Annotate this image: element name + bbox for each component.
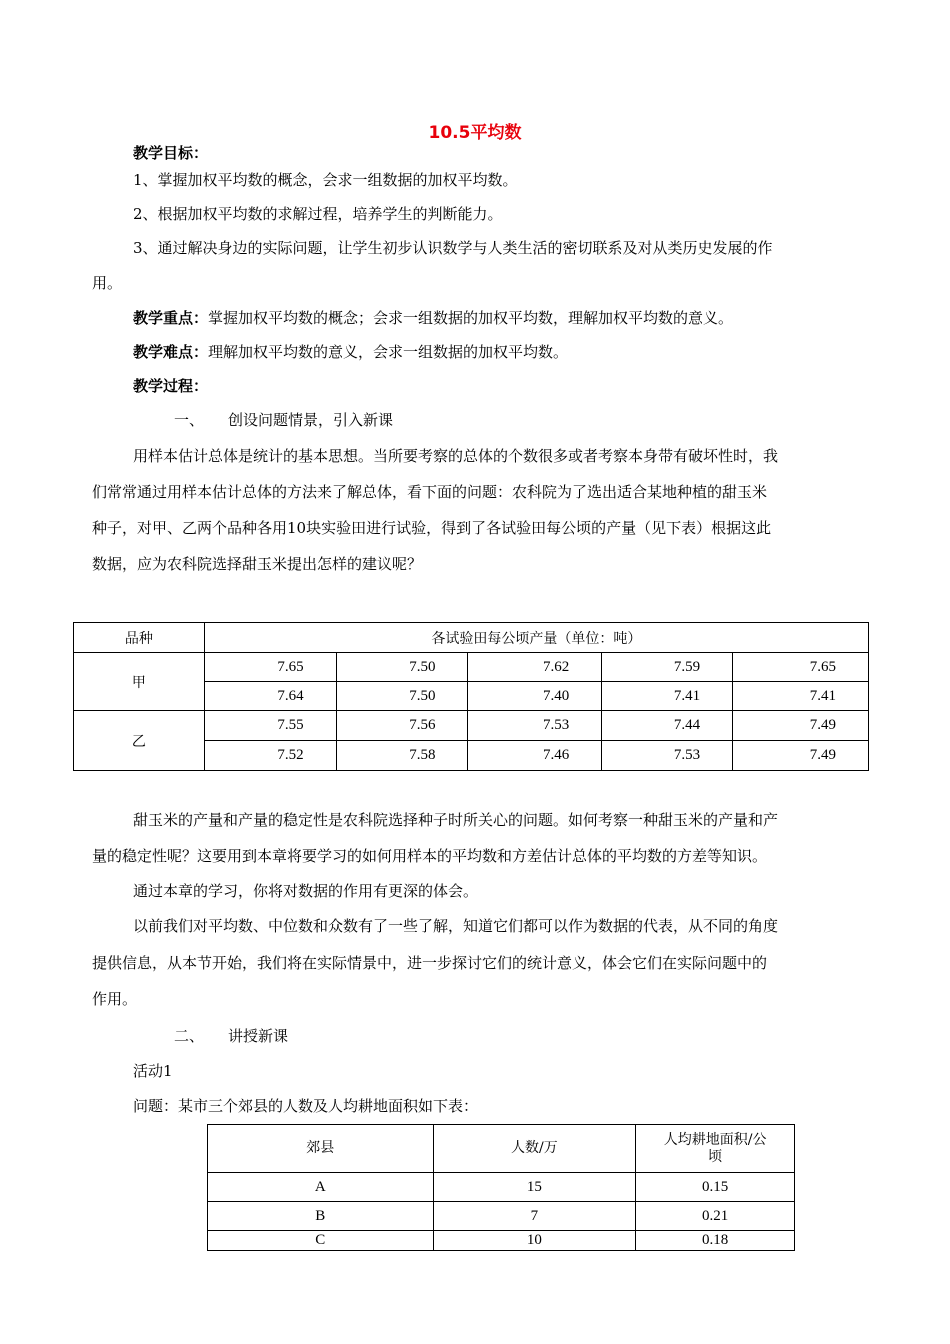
- para1-line-4: 数据，应为农科院选择甜玉米提出怎样的建议呢？: [92, 555, 423, 573]
- table-header-variety: 品种: [74, 623, 205, 653]
- key-point-label: 教学重点：: [133, 309, 209, 327]
- table-cell: 7: [433, 1202, 636, 1231]
- table-cell: 15: [433, 1173, 636, 1202]
- difficulty-text: 理解加权平均数的意义，会求一组数据的加权平均数。: [208, 343, 569, 361]
- table-cell: 7.53: [602, 741, 733, 771]
- page-title: 10.5平均数: [428, 123, 522, 143]
- process-heading: 教学过程：: [133, 377, 209, 395]
- activity-label: 活动1: [133, 1062, 173, 1080]
- para1-line-3: 种子，对甲、乙两个品种各用10块实验田进行试验，得到了各试验田每公顷的产量（见下表）根据这此: [92, 519, 772, 537]
- variety-jia: 甲: [74, 653, 205, 711]
- para1-line-2: 们常常通过用样本估计总体的方法来了解总体，看下面的问题：农科院为了选出适合某地种植的甜玉米: [92, 483, 768, 501]
- table-cell: 0.18: [636, 1231, 795, 1251]
- table-cell: 7.44: [602, 711, 733, 741]
- county-table: [207, 1124, 795, 1251]
- table-cell: 7.58: [336, 741, 468, 771]
- table-cell: 7.49: [733, 711, 869, 741]
- county-header-population: 人数/万: [433, 1125, 636, 1173]
- table-cell: C: [208, 1231, 434, 1251]
- table-cell: 7.50: [336, 653, 468, 682]
- county-header-county: 郊县: [208, 1125, 434, 1173]
- para2-line-2: 量的稳定性呢？这要用到本章将要学习的如何用样本的平均数和方差估计总体的平均数的方差等知识。: [92, 847, 768, 865]
- table-cell: 7.62: [468, 653, 602, 682]
- table-cell: A: [208, 1173, 434, 1202]
- goal-item-1: 1、掌握加权平均数的概念，会求一组数据的加权平均数。: [133, 171, 518, 189]
- goal-item-3-cont: 用。: [92, 274, 123, 292]
- question-text: 问题：某市三个郊县的人数及人均耕地面积如下表：: [133, 1097, 479, 1115]
- para4-line-1: 以前我们对平均数、中位数和众数有了一些了解，知道它们都可以作为数据的代表，从不同的角度: [133, 917, 779, 935]
- goal-item-2: 2、根据加权平均数的求解过程，培养学生的判断能力。: [133, 205, 503, 223]
- table-cell: 7.59: [602, 653, 733, 682]
- table-cell: 7.56: [336, 711, 468, 741]
- table-cell: 0.15: [636, 1173, 795, 1202]
- variety-yi: 乙: [74, 711, 205, 771]
- para4-line-3: 作用。: [92, 990, 138, 1008]
- difficulty: [133, 342, 568, 362]
- para2-line-1: 甜玉米的产量和产量的稳定性是农科院选择种子时所关心的问题。如何考察一种甜玉米的产量和产: [133, 811, 779, 829]
- section1-title: 创设问题情景，引入新课: [228, 411, 394, 429]
- section1-number: 一、: [174, 411, 205, 429]
- table-cell: 7.65: [204, 653, 336, 682]
- table-cell: 10: [433, 1231, 636, 1251]
- table-cell: B: [208, 1202, 434, 1231]
- yield-table: [73, 622, 869, 771]
- table-cell: 7.41: [602, 682, 733, 711]
- para1-line-1: 用样本估计总体是统计的基本思想。当所要考察的总体的个数很多或者考察本身带有破坏性时，我: [133, 447, 779, 465]
- section2-number: 二、: [174, 1027, 205, 1045]
- table-cell: 7.40: [468, 682, 602, 711]
- goal-item-3: 3、通过解决身边的实际问题，让学生初步认识数学与人类生活的密切联系及对从类历史发展的作: [133, 239, 773, 257]
- table-cell: 0.21: [636, 1202, 795, 1231]
- table-cell: 7.46: [468, 741, 602, 771]
- table-cell: 7.52: [204, 741, 336, 771]
- para3: 通过本章的学习，你将对数据的作用有更深的体会。: [133, 882, 479, 900]
- table-cell: 7.64: [204, 682, 336, 711]
- table-cell: 7.41: [733, 682, 869, 711]
- difficulty-label: 教学难点：: [133, 343, 209, 361]
- table-cell: 7.49: [733, 741, 869, 771]
- para4-line-2: 提供信息，从本节开始，我们将在实际情景中，进一步探讨它们的统计意义，体会它们在实际问题中的: [92, 954, 768, 972]
- county-header-area: 人均耕地面积/公 顷: [636, 1125, 795, 1173]
- section2-title: 讲授新课: [228, 1027, 289, 1045]
- key-point-text: 掌握加权平均数的概念；会求一组数据的加权平均数，理解加权平均数的意义。: [208, 309, 734, 327]
- table-header-yield: 各试验田每公顷产量（单位：吨）: [204, 623, 868, 653]
- table-cell: 7.55: [204, 711, 336, 741]
- key-point: [133, 308, 733, 328]
- table-cell: 7.50: [336, 682, 468, 711]
- table-cell: 7.53: [468, 711, 602, 741]
- goals-heading: 教学目标：: [133, 144, 209, 162]
- table-cell: 7.65: [733, 653, 869, 682]
